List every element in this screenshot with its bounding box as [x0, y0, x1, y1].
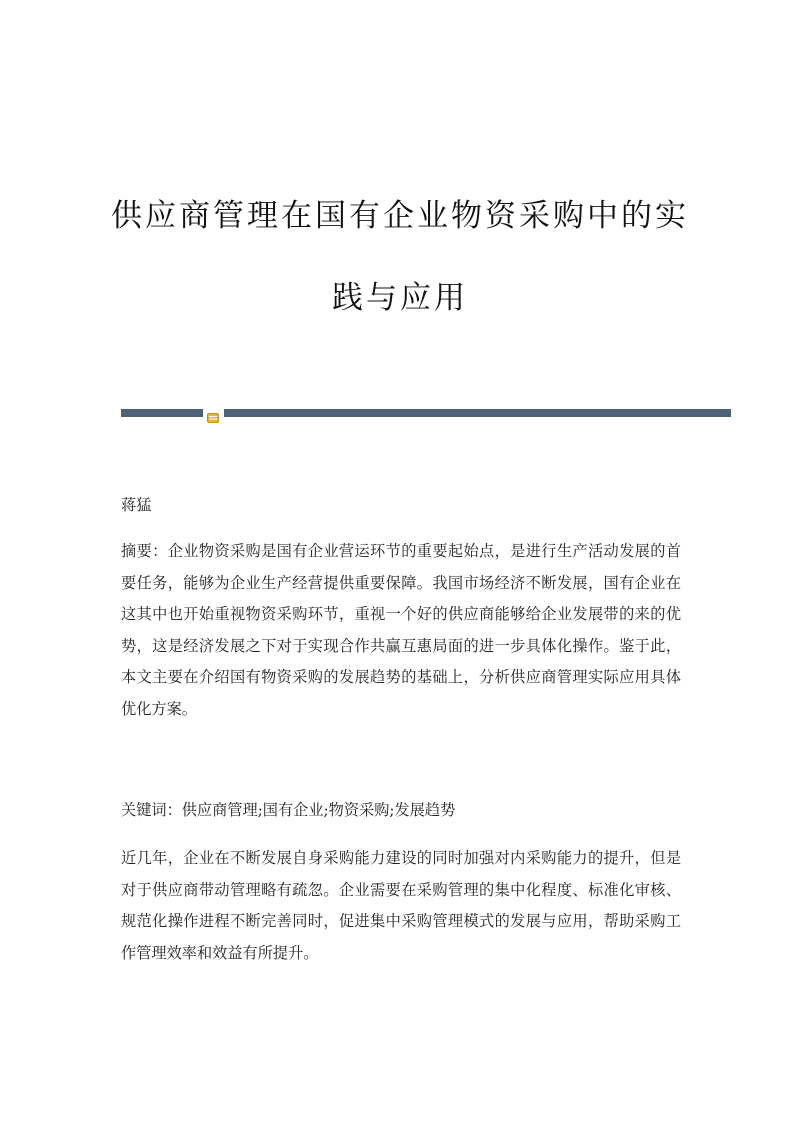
keywords-line: 关键词：供应商管理;国有企业;物资采购;发展趋势 — [121, 801, 456, 819]
divider-right-bar — [224, 409, 731, 417]
title-divider — [121, 409, 731, 417]
document-title-line-1: 供应商管理在国有企业物资采购中的实 — [111, 198, 689, 234]
body-paragraph: 近几年，企业在不断发展自身采购能力建设的同时加强对内采购能力的提升，但是对于供应商带动管理略有疏忽。企业需要在采购管理的集中化程度、标准化审核、规范化操作进程不断完善同时，促进集中采购管理模式的发展与应用，帮助采购工作管理效率和效益有所提升。 — [121, 849, 681, 962]
book-icon — [207, 408, 219, 418]
divider-left-bar — [121, 409, 203, 417]
author-name: 蒋猛 — [121, 496, 152, 514]
document-title-line-2: 践与应用 — [332, 280, 468, 316]
abstract-paragraph: 摘要：企业物资采购是国有企业营运环节的重要起始点，是进行生产活动发展的首要任务，能够为企业生产经营提供重要保障。我国市场经济不断发展，国有企业在这其中也开始重视物资采购环节，重视一个好的供应商能够给企业发展带的来的优势，这是经济发展之下对于实现合作共赢互惠局面的进一步具体化操作。鉴于此，本文主要在介绍国有物资采购的发展趋势的基础上，分析供应商管理实际应用具体优化方案。 — [121, 542, 681, 718]
